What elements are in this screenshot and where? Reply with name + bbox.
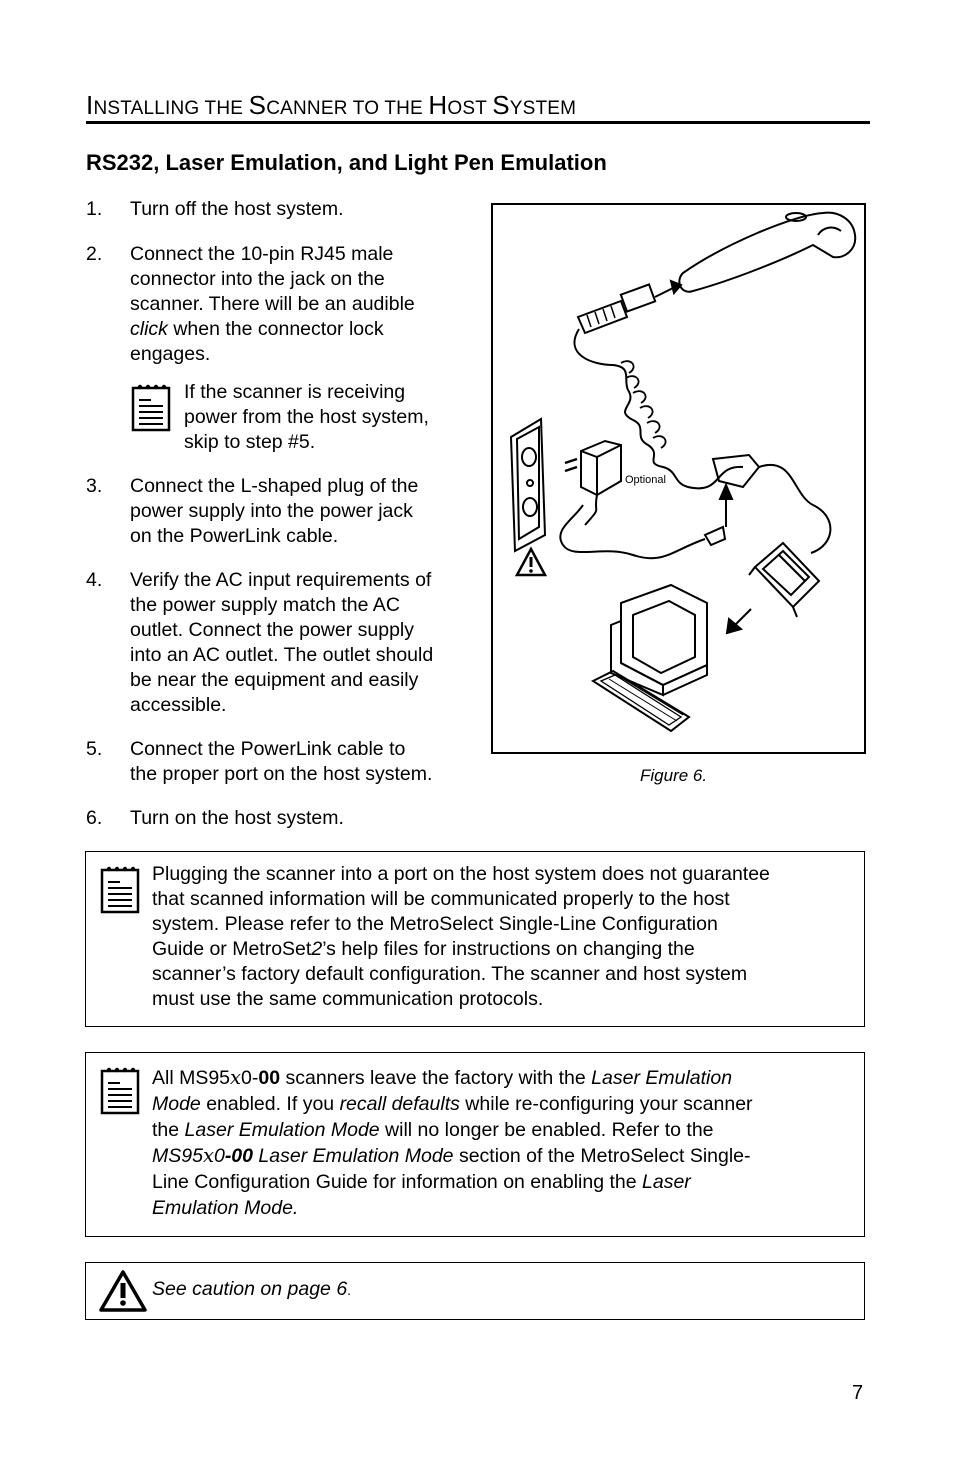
notepad-icon bbox=[100, 864, 140, 914]
db9-connector-icon bbox=[755, 543, 819, 607]
page-number: 7 bbox=[852, 1382, 864, 1404]
note-box-1: Plugging the scanner into a port on the host system does not guarantee that scanned information will be communicated properly to the host system. Please refer to the MetroSelect Single-Line Configuration Guide or MetroSet2’s help files for instructions on changing the scanner’s factory default configuration. The scanner and host system must use the same communication protocols. bbox=[85, 851, 865, 1027]
note-box-2: All MS95x0-00 scanners leave the factory with the Laser Emulation Mode enabled. If you recall defaults while re-configuring your scanner the Laser Emulation Mode will no longer be enabled. Refer to the MS95x0-00 Laser Emulation Mode section of the MetroSelect Single- Line Configuration Guide for information on enabling the Laser Emulation Mode. bbox=[85, 1052, 865, 1237]
chapter-title: INSTALLING THE SCANNER TO THE HOST SYSTEM bbox=[86, 90, 577, 120]
warning-icon bbox=[517, 549, 545, 575]
figure-caption: Figure 6. bbox=[640, 766, 708, 785]
notepad-icon bbox=[131, 382, 171, 432]
scanner-icon bbox=[679, 213, 855, 292]
caution-box: See caution on page 6. bbox=[85, 1262, 865, 1320]
warning-icon bbox=[98, 1269, 148, 1313]
chapter-header bbox=[86, 86, 870, 124]
optional-label: Optional bbox=[625, 474, 666, 486]
figure-6 bbox=[491, 203, 866, 754]
installation-illustration bbox=[493, 205, 864, 752]
section-heading: RS232, Laser Emulation, and Light Pen Emulation bbox=[86, 150, 607, 175]
notepad-icon bbox=[100, 1065, 140, 1115]
